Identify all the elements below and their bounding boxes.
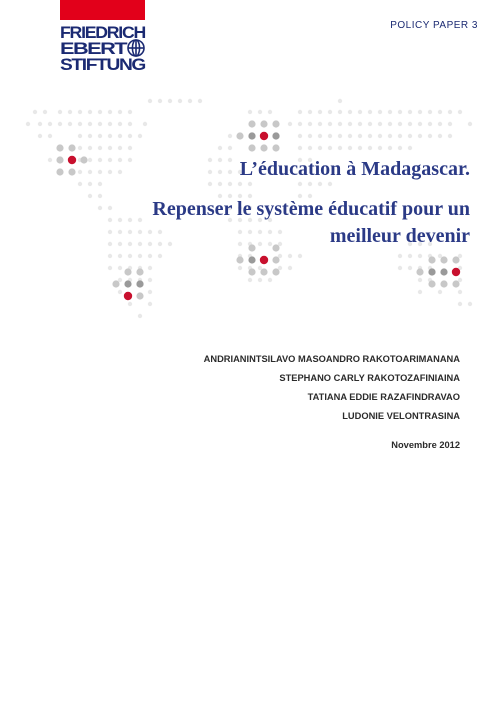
map-dot bbox=[298, 146, 302, 150]
map-dot bbox=[368, 110, 372, 114]
map-dot bbox=[128, 230, 132, 234]
map-dot bbox=[408, 146, 412, 150]
map-dot bbox=[272, 132, 279, 139]
map-dot bbox=[136, 292, 143, 299]
map-dot bbox=[298, 182, 302, 186]
map-dot bbox=[112, 280, 119, 287]
map-dot bbox=[298, 134, 302, 138]
map-dot bbox=[398, 146, 402, 150]
map-dot bbox=[148, 254, 152, 258]
map-dot bbox=[298, 122, 302, 126]
map-dot bbox=[248, 110, 252, 114]
map-dot bbox=[328, 110, 332, 114]
map-dot bbox=[338, 110, 342, 114]
map-dot bbox=[68, 122, 72, 126]
map-dot bbox=[438, 290, 442, 294]
map-dot bbox=[88, 134, 92, 138]
map-dot bbox=[38, 122, 42, 126]
map-dot bbox=[108, 230, 112, 234]
map-dot bbox=[428, 256, 435, 263]
map-dot bbox=[228, 134, 232, 138]
map-dot bbox=[33, 110, 37, 114]
map-dot bbox=[448, 110, 452, 114]
map-dot bbox=[318, 110, 322, 114]
map-dot bbox=[108, 266, 112, 270]
author-name: STEPHANO CARLY RAKOTOZAFINIAINA bbox=[279, 373, 460, 383]
map-dot bbox=[452, 280, 459, 287]
map-dot bbox=[328, 134, 332, 138]
map-dot bbox=[108, 146, 112, 150]
map-dot bbox=[98, 158, 102, 162]
map-dot bbox=[358, 122, 362, 126]
map-dot bbox=[178, 99, 182, 103]
map-dot bbox=[98, 110, 102, 114]
map-dot bbox=[143, 122, 147, 126]
map-dot bbox=[408, 254, 412, 258]
map-dot bbox=[348, 146, 352, 150]
map-dot bbox=[228, 158, 232, 162]
map-dot bbox=[98, 194, 102, 198]
map-dot bbox=[118, 170, 122, 174]
map-dot bbox=[78, 170, 82, 174]
map-dot bbox=[358, 110, 362, 114]
map-dot bbox=[198, 99, 202, 103]
map-dot bbox=[440, 256, 447, 263]
map-dot bbox=[128, 218, 132, 222]
map-dot bbox=[248, 132, 255, 139]
map-dot bbox=[318, 182, 322, 186]
map-dot bbox=[108, 218, 112, 222]
map-dot bbox=[428, 268, 435, 275]
map-dot bbox=[378, 110, 382, 114]
map-dot bbox=[78, 146, 82, 150]
map-dot bbox=[348, 110, 352, 114]
map-dot bbox=[218, 182, 222, 186]
map-dot bbox=[358, 134, 362, 138]
map-dot bbox=[248, 144, 255, 151]
map-dot bbox=[128, 122, 132, 126]
map-dot bbox=[248, 278, 252, 282]
map-dot bbox=[128, 110, 132, 114]
map-dot bbox=[118, 242, 122, 246]
map-dot bbox=[98, 170, 102, 174]
map-dot bbox=[48, 158, 52, 162]
map-dot bbox=[388, 134, 392, 138]
map-dot bbox=[118, 146, 122, 150]
map-dot bbox=[78, 122, 82, 126]
map-dot bbox=[368, 134, 372, 138]
map-dot bbox=[78, 134, 82, 138]
map-dot bbox=[428, 110, 432, 114]
map-dot bbox=[148, 278, 152, 282]
map-dot bbox=[368, 122, 372, 126]
map-dot bbox=[236, 132, 243, 139]
map-dot bbox=[148, 99, 152, 103]
map-dot bbox=[408, 122, 412, 126]
svg-text:STIFTUNG: STIFTUNG bbox=[60, 55, 147, 74]
map-dot bbox=[318, 146, 322, 150]
map-dot bbox=[98, 134, 102, 138]
map-dot bbox=[118, 266, 122, 270]
map-dot bbox=[118, 230, 122, 234]
map-dot bbox=[118, 158, 122, 162]
map-dot bbox=[88, 110, 92, 114]
map-dot bbox=[138, 254, 142, 258]
map-dot bbox=[388, 122, 392, 126]
map-highlight-dot bbox=[260, 132, 268, 140]
map-dot bbox=[118, 122, 122, 126]
map-dot bbox=[258, 110, 262, 114]
map-dot bbox=[128, 146, 132, 150]
map-dot bbox=[128, 242, 132, 246]
map-dot bbox=[428, 134, 432, 138]
document-subtitle: Repenser le système éducatif pour un meilleur devenir bbox=[152, 198, 470, 247]
map-dot bbox=[288, 254, 292, 258]
map-dot bbox=[338, 99, 342, 103]
map-dot bbox=[56, 168, 63, 175]
document-title: L’éducation à Madagascar. bbox=[239, 158, 470, 180]
author-name: TATIANA EDDIE RAZAFINDRAVAO bbox=[307, 392, 460, 402]
map-dot bbox=[468, 122, 472, 126]
map-dot bbox=[208, 182, 212, 186]
map-dot bbox=[248, 120, 255, 127]
map-dot bbox=[308, 146, 312, 150]
map-dot bbox=[168, 99, 172, 103]
map-dot bbox=[88, 170, 92, 174]
map-dot bbox=[148, 290, 152, 294]
map-dot bbox=[308, 110, 312, 114]
map-dot bbox=[272, 120, 279, 127]
author-name: ANDRIANINTSILAVO MASOANDRO RAKOTOARIMANANA bbox=[203, 354, 460, 364]
map-dot bbox=[78, 182, 82, 186]
map-dot bbox=[458, 290, 462, 294]
map-dot bbox=[128, 254, 132, 258]
map-dot bbox=[98, 122, 102, 126]
map-dot bbox=[128, 134, 132, 138]
map-dot bbox=[448, 122, 452, 126]
map-dot bbox=[108, 254, 112, 258]
map-dot bbox=[468, 302, 472, 306]
map-dot bbox=[368, 146, 372, 150]
map-dot bbox=[118, 290, 122, 294]
series-label: POLICY PAPER 3 bbox=[390, 20, 478, 31]
map-dot bbox=[138, 134, 142, 138]
map-dot bbox=[118, 254, 122, 258]
map-dot bbox=[58, 110, 62, 114]
map-dot bbox=[108, 158, 112, 162]
map-dot bbox=[88, 182, 92, 186]
map-dot bbox=[418, 134, 422, 138]
map-dot bbox=[348, 134, 352, 138]
map-dot bbox=[108, 206, 112, 210]
map-dot bbox=[78, 110, 82, 114]
map-dot bbox=[228, 170, 232, 174]
map-dot bbox=[218, 170, 222, 174]
map-dot bbox=[298, 110, 302, 114]
map-dot bbox=[138, 314, 142, 318]
map-dot bbox=[398, 122, 402, 126]
map-dot bbox=[338, 122, 342, 126]
map-dot bbox=[98, 182, 102, 186]
map-dot bbox=[288, 122, 292, 126]
map-dot bbox=[148, 266, 152, 270]
map-dot bbox=[238, 266, 242, 270]
map-dot bbox=[260, 120, 267, 127]
map-dot bbox=[38, 134, 42, 138]
map-dot bbox=[118, 134, 122, 138]
map-dot bbox=[118, 110, 122, 114]
map-dot bbox=[398, 110, 402, 114]
map-dot bbox=[378, 122, 382, 126]
map-dot bbox=[238, 182, 242, 186]
map-dot bbox=[308, 182, 312, 186]
map-dot bbox=[118, 218, 122, 222]
map-dot bbox=[272, 268, 279, 275]
map-dot bbox=[218, 158, 222, 162]
map-dot bbox=[418, 110, 422, 114]
map-dot bbox=[328, 182, 332, 186]
map-dot bbox=[428, 280, 435, 287]
map-dot bbox=[128, 302, 132, 306]
map-dot bbox=[108, 170, 112, 174]
map-dot bbox=[26, 122, 30, 126]
map-dot bbox=[418, 278, 422, 282]
map-dot bbox=[318, 122, 322, 126]
map-dot bbox=[258, 278, 262, 282]
map-dot bbox=[158, 99, 162, 103]
map-dot bbox=[88, 122, 92, 126]
map-dot bbox=[236, 256, 243, 263]
author-name: LUDONIE VELONTRASINA bbox=[342, 411, 460, 421]
map-dot bbox=[338, 134, 342, 138]
map-dot bbox=[136, 268, 143, 275]
map-dot bbox=[108, 110, 112, 114]
map-dot bbox=[308, 122, 312, 126]
map-dot bbox=[328, 122, 332, 126]
svg-text:EBERT: EBERT bbox=[60, 39, 129, 58]
map-dot bbox=[398, 134, 402, 138]
map-dot bbox=[438, 110, 442, 114]
map-dot bbox=[408, 110, 412, 114]
author-list bbox=[204, 350, 460, 426]
map-dot bbox=[428, 122, 432, 126]
map-dot bbox=[108, 242, 112, 246]
map-dot bbox=[228, 182, 232, 186]
map-dot bbox=[440, 280, 447, 287]
map-dot bbox=[260, 268, 267, 275]
map-dot bbox=[148, 302, 152, 306]
map-dot bbox=[56, 156, 63, 163]
map-dot bbox=[458, 110, 462, 114]
map-dot bbox=[88, 194, 92, 198]
map-dot bbox=[272, 144, 279, 151]
map-dot bbox=[398, 254, 402, 258]
map-dot bbox=[288, 266, 292, 270]
map-dot bbox=[248, 268, 255, 275]
map-dot bbox=[248, 256, 255, 263]
map-dot bbox=[68, 144, 75, 151]
map-dot bbox=[378, 134, 382, 138]
map-dot bbox=[358, 146, 362, 150]
map-dot bbox=[408, 134, 412, 138]
map-dot bbox=[80, 156, 87, 163]
map-dot bbox=[328, 146, 332, 150]
map-dot bbox=[228, 146, 232, 150]
map-dot bbox=[438, 134, 442, 138]
map-dot bbox=[218, 146, 222, 150]
map-dot bbox=[318, 134, 322, 138]
map-dot bbox=[438, 122, 442, 126]
map-dot bbox=[188, 99, 192, 103]
map-dot bbox=[43, 110, 47, 114]
map-dot bbox=[260, 144, 267, 151]
map-dot bbox=[68, 110, 72, 114]
map-dot bbox=[98, 146, 102, 150]
map-dot bbox=[108, 122, 112, 126]
map-dot bbox=[388, 146, 392, 150]
map-dot bbox=[124, 280, 131, 287]
map-dot bbox=[298, 254, 302, 258]
map-dot bbox=[418, 254, 422, 258]
map-dot bbox=[398, 266, 402, 270]
map-dot bbox=[48, 134, 52, 138]
map-dot bbox=[408, 266, 412, 270]
map-dot bbox=[268, 278, 272, 282]
svg-text:FRIEDRICH: FRIEDRICH bbox=[60, 23, 146, 42]
map-dot bbox=[416, 268, 423, 275]
map-dot bbox=[268, 110, 272, 114]
map-dot bbox=[458, 302, 462, 306]
map-dot bbox=[128, 158, 132, 162]
map-dot bbox=[124, 268, 131, 275]
map-highlight-dot bbox=[68, 156, 76, 164]
map-dot bbox=[452, 256, 459, 263]
map-highlight-dot bbox=[260, 256, 268, 264]
map-dot bbox=[108, 134, 112, 138]
map-dot bbox=[208, 158, 212, 162]
map-dot bbox=[448, 134, 452, 138]
map-dot bbox=[58, 122, 62, 126]
fes-logo-graphic bbox=[60, 0, 150, 76]
map-dot bbox=[136, 280, 143, 287]
map-dot bbox=[88, 146, 92, 150]
map-dot bbox=[272, 256, 279, 263]
map-dot bbox=[208, 170, 212, 174]
map-highlight-dot bbox=[124, 292, 132, 300]
map-dot bbox=[338, 146, 342, 150]
map-dot bbox=[418, 290, 422, 294]
fes-logo bbox=[60, 0, 145, 75]
map-dot bbox=[418, 122, 422, 126]
publication-date: Novembre 2012 bbox=[391, 440, 460, 450]
map-dot bbox=[68, 168, 75, 175]
map-dot bbox=[378, 146, 382, 150]
map-dot bbox=[308, 134, 312, 138]
map-dot bbox=[56, 144, 63, 151]
map-dot bbox=[248, 182, 252, 186]
map-dot bbox=[158, 254, 162, 258]
map-dot bbox=[48, 122, 52, 126]
map-highlight-dot bbox=[452, 268, 460, 276]
map-dot bbox=[388, 110, 392, 114]
map-dot bbox=[88, 158, 92, 162]
map-dot bbox=[348, 122, 352, 126]
map-dot bbox=[440, 268, 447, 275]
globe-icon bbox=[128, 40, 144, 56]
map-dot bbox=[98, 206, 102, 210]
